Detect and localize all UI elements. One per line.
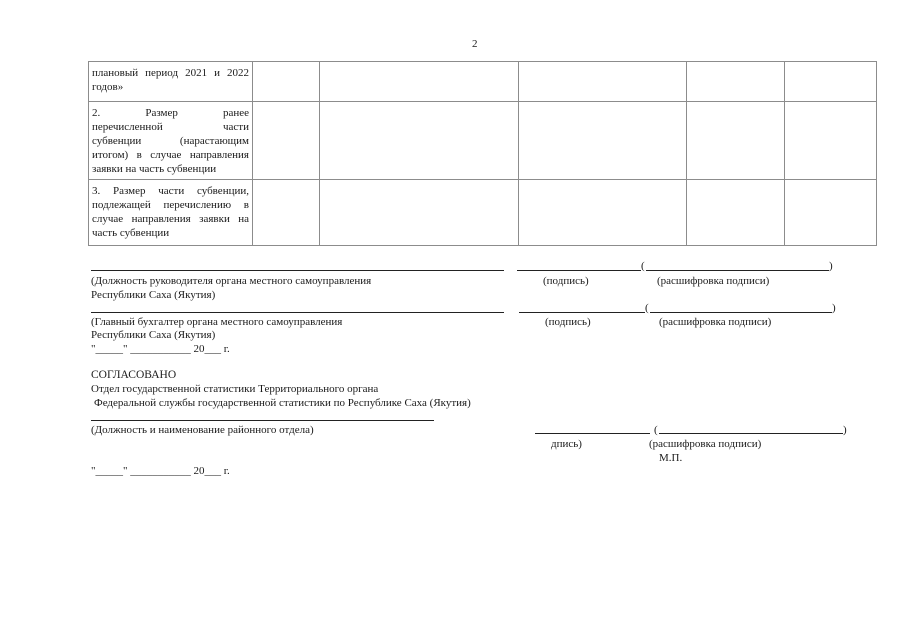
table-cell-empty: [320, 102, 519, 180]
table-cell-empty: [320, 180, 519, 246]
head-decoding-caption: (расшифровка подписи): [657, 275, 770, 287]
row-label-cell: [89, 62, 253, 102]
signature-line: [517, 270, 641, 271]
row-label-line: заявки на часть субвенции: [92, 163, 217, 175]
row-label-line: перечисленной части: [92, 121, 249, 133]
table-cell-empty: [519, 62, 687, 102]
accountant-signature-caption: (подпись): [545, 316, 591, 328]
table-row: [89, 62, 877, 102]
paren-open: (: [641, 260, 645, 272]
head-position-caption: (Должность руководителя органа местного самоуправления: [91, 275, 372, 287]
table-cell-empty: [785, 180, 877, 246]
accountant-date: "_____" ___________ 20___ г.: [91, 343, 230, 355]
table-cell-empty: [253, 180, 320, 246]
row-label-cell: [89, 180, 253, 246]
table-cell-empty: [687, 180, 785, 246]
table-cell-empty: [320, 62, 519, 102]
row-label-line: часть субвенции: [92, 227, 170, 239]
stamp-placeholder: М.П.: [659, 452, 683, 464]
approval-org-line2: Федеральной службы государственной статистики по Республике Саха (Якутия): [94, 397, 471, 409]
row-label-line: подлежащей перечислению в: [92, 199, 249, 211]
paren-close: ): [843, 424, 847, 436]
table-row: [89, 180, 877, 246]
paren-open: (: [654, 424, 658, 436]
table-cell-empty: [253, 102, 320, 180]
page-number: 2: [472, 38, 478, 50]
row-label-line: плановый период 2021 и 2022: [92, 67, 249, 79]
row-label-line: итогом) в случае направления: [92, 149, 249, 161]
approval-decoding-caption: (расшифровка подписи): [649, 438, 762, 450]
approval-heading: СОГЛАСОВАНО: [91, 369, 177, 381]
approval-date: "_____" ___________ 20___ г.: [91, 465, 230, 477]
row-label-line: случае направления заявки на: [92, 213, 249, 225]
table-cell-empty: [687, 62, 785, 102]
position-line: [91, 270, 504, 271]
subsidy-table: [88, 61, 877, 246]
row-label-line: 2. Размер ранее: [92, 107, 249, 119]
table-cell-empty: [785, 62, 877, 102]
head-signature-caption: (подпись): [543, 275, 589, 287]
signature-line: [519, 312, 645, 313]
row-label-line: субвенции (нарастающим: [92, 135, 249, 147]
row-label-line: 3. Размер части субвенции,: [92, 185, 249, 197]
paren-open: (: [645, 302, 649, 314]
paren-close: ): [832, 302, 836, 314]
row-label-line: годов»: [92, 81, 124, 93]
signature-line: [535, 433, 650, 434]
approval-signature-caption: дпись): [551, 438, 582, 450]
table-cell-empty: [687, 102, 785, 180]
table-cell-empty: [785, 102, 877, 180]
table-row: [89, 102, 877, 180]
decoding-line: [659, 433, 843, 434]
decoding-line: [646, 270, 829, 271]
table-cell-empty: [253, 62, 320, 102]
position-line: [91, 420, 434, 421]
table-cell-empty: [519, 102, 687, 180]
decoding-line: [650, 312, 832, 313]
head-region: Республики Саха (Якутия): [91, 289, 216, 301]
accountant-decoding-caption: (расшифровка подписи): [659, 316, 772, 328]
approval-org-line1: Отдел государственной статистики Территориального органа: [91, 383, 379, 395]
paren-close: ): [829, 260, 833, 272]
accountant-region: Республики Саха (Якутия): [91, 329, 216, 341]
accountant-position-caption: (Главный бухгалтер органа местного самоуправления: [91, 316, 343, 328]
position-line: [91, 312, 504, 313]
row-label-cell: [89, 102, 253, 180]
approval-position-caption: (Должность и наименование районного отдела): [91, 424, 314, 436]
table-cell-empty: [519, 180, 687, 246]
